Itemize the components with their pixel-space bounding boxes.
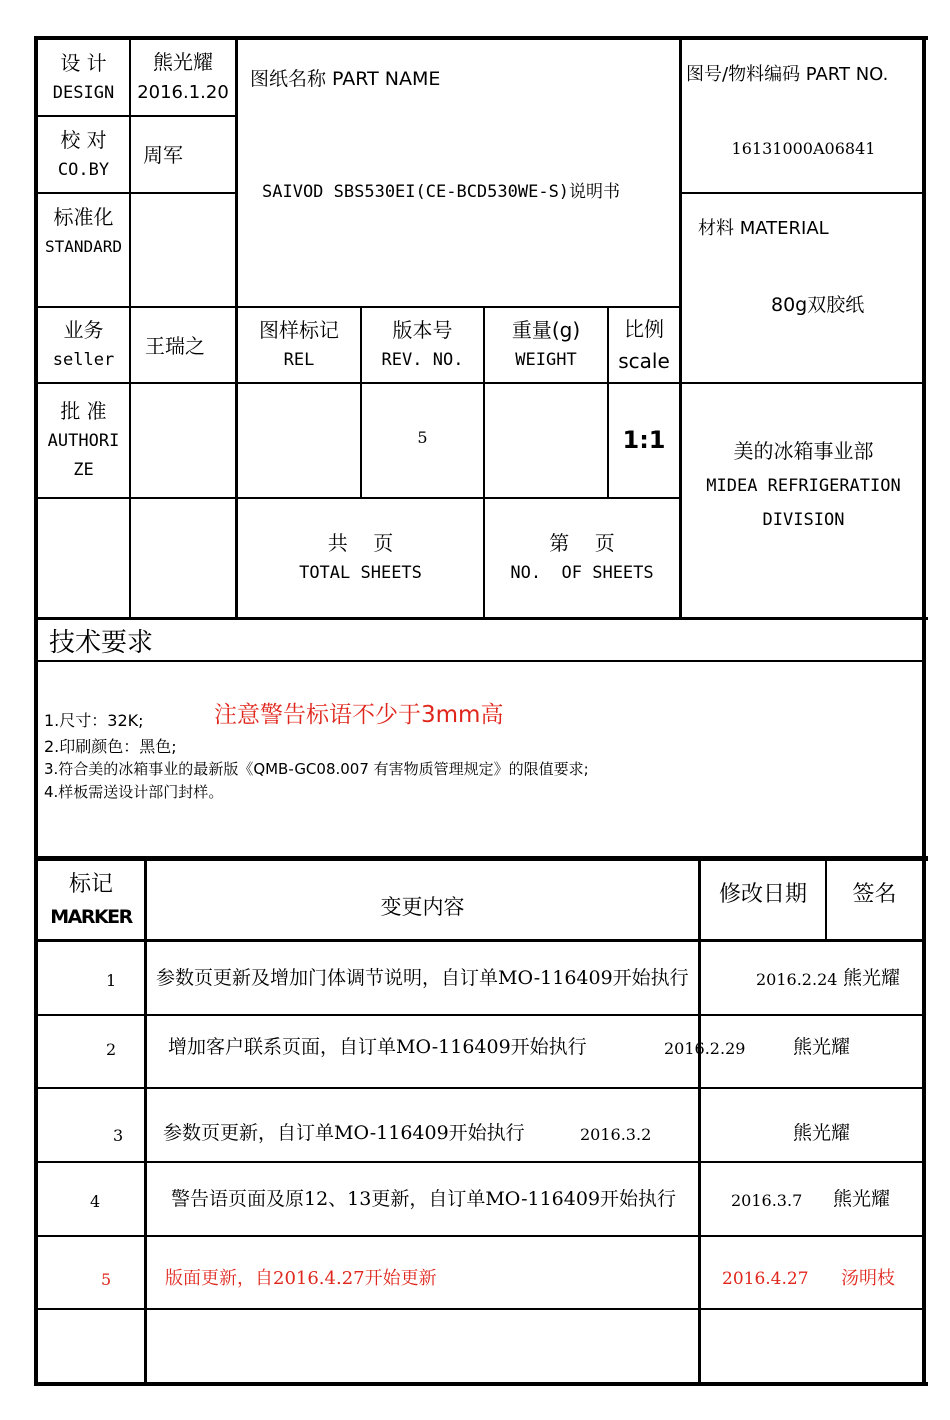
row-signature: 熊光耀 [833, 1188, 891, 1210]
row-date: 2016.4.27 [722, 1269, 809, 1289]
part-no-value: 16131000A06841 [731, 139, 876, 158]
row-marker: 2 [106, 1040, 117, 1059]
check-label: 校 对 CO.BY [57, 127, 110, 180]
content-header: 变更内容 [380, 895, 465, 919]
row-signature: 熊光耀 [793, 1036, 851, 1058]
tech-heading: 技术要求 [49, 628, 154, 658]
row-marker: 3 [113, 1126, 124, 1145]
part-name-label: 图纸名称 PART NAME [250, 68, 441, 90]
part-name-value: SAIVOD SBS530EI(CE-BCD530WE-S)说明书 [262, 182, 621, 202]
row-content: 警告语页面及原12、13更新，自订单MO-116409开始执行 [171, 1188, 677, 1210]
material-label: 材料 MATERIAL [698, 218, 829, 239]
row-signature: 熊光耀 [793, 1122, 851, 1144]
standard-label: 标准化 STANDARD [44, 205, 123, 257]
row-date: 2016.2.24 [756, 970, 838, 989]
designer-field: 熊光耀 2016.1.20 [137, 50, 229, 104]
seller-name: 王瑞之 [145, 334, 205, 358]
row-marker: 5 [101, 1270, 112, 1289]
division-block: 美的冰箱事业部 MIDEA REFRIGERATION DIVISION [706, 439, 901, 530]
seller-label: 业务 seller [52, 318, 115, 371]
rev-header: 版本号 REV. NO. [381, 318, 464, 371]
requirement-item: 3.符合美的冰箱事业的最新版《QMB-GC08.007 有害物质管理规定》的限值要求; [44, 760, 589, 778]
total-sheets-field: 共 页 TOTAL SHEETS [299, 531, 422, 584]
requirement-item: 1.尺寸：32K; [44, 711, 144, 730]
part-no-label: 图号/物料编码 PART NO. [686, 64, 889, 85]
row-signature: 汤明枝 [841, 1268, 895, 1289]
authorize-label: 批 准 AUTHORI ZE [47, 399, 120, 480]
sign-header: 签名 [852, 882, 897, 907]
row-date: 2016.3.2 [580, 1125, 652, 1144]
rev-value: 5 [417, 428, 428, 447]
row-marker: 1 [106, 971, 117, 990]
row-marker: 4 [90, 1192, 101, 1211]
marker-header: 标记 MARKER [50, 871, 132, 929]
row-signature: 熊光耀 [843, 967, 901, 989]
row-date: 2016.2.29 [664, 1039, 746, 1058]
design-label: 设 计 DESIGN [52, 50, 115, 103]
requirement-item: 4.样板需送设计部门封样。 [44, 783, 224, 801]
date-header: 修改日期 [718, 882, 807, 907]
scale-value: 1:1 [622, 426, 666, 454]
row-content: 参数页更新及增加门体调节说明，自订单MO-116409开始执行 [156, 967, 689, 989]
row-content: 增加客户联系页面，自订单MO-116409开始执行 [168, 1036, 587, 1058]
material-value: 80g双胶纸 [771, 294, 865, 316]
row-date: 2016.3.7 [731, 1191, 803, 1210]
sheet-number-field: 第 页 NO. OF SHEETS [510, 531, 654, 584]
row-content: 参数页更新，自订单MO-116409开始执行 [163, 1122, 525, 1144]
requirement-item: 2.印刷颜色：黑色; [44, 737, 177, 756]
warning-note: 注意警告标语不少于3mm高 [214, 702, 504, 728]
scale-header: 比例 scale [618, 316, 670, 373]
rel-header: 图样标记 REL [259, 318, 339, 371]
weight-header: 重量(g) WEIGHT [511, 318, 581, 371]
row-content: 版面更新，自2016.4.27开始更新 [165, 1268, 437, 1289]
checker-name: 周军 [143, 143, 183, 167]
